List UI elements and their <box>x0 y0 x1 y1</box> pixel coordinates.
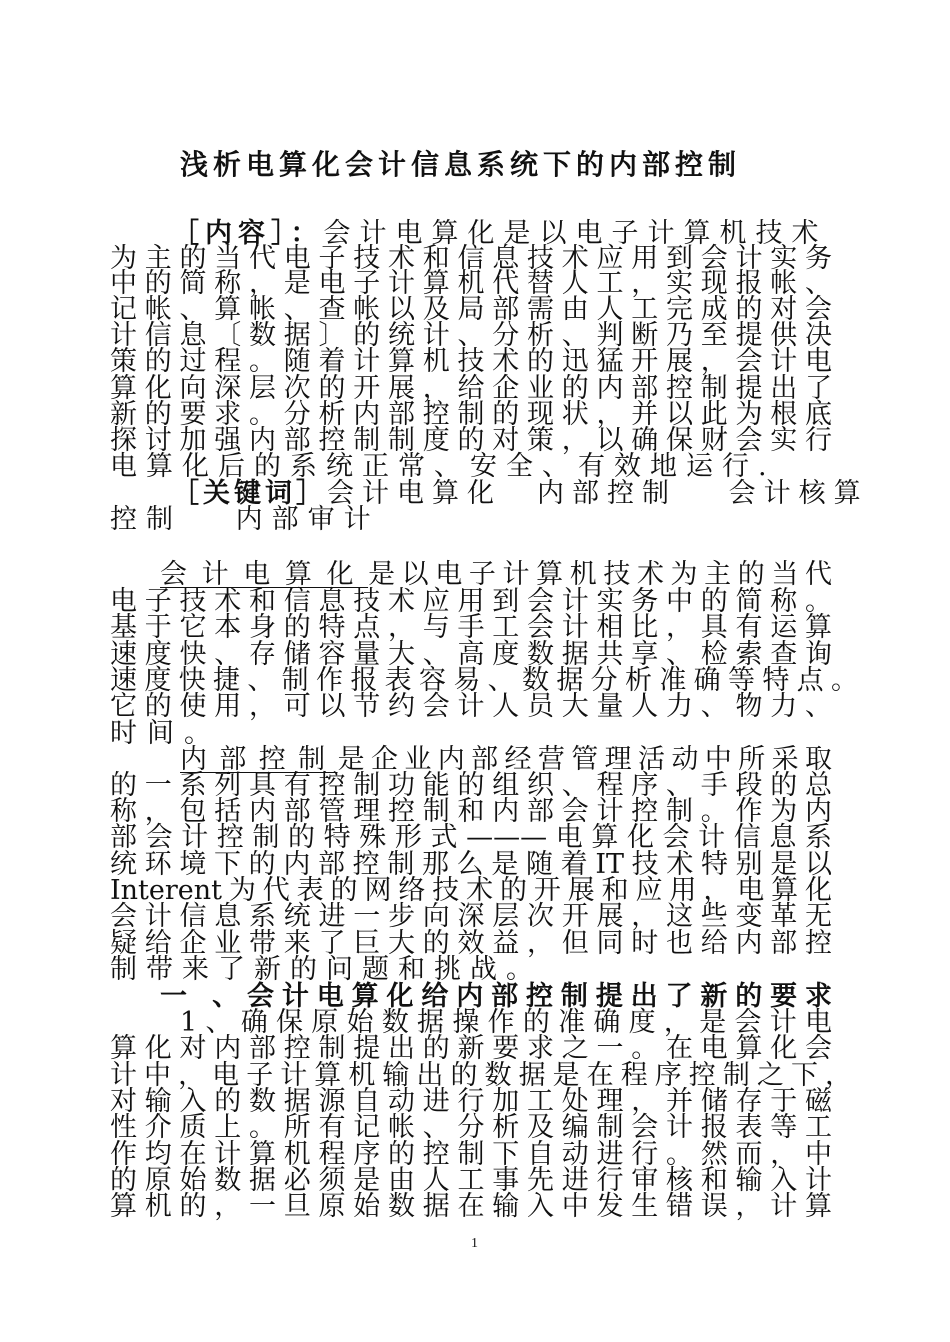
paragraph-line: 速度快、存储容量大、高度数据共享、检索查询 <box>110 639 832 670</box>
paragraph-line: 时间。 <box>110 718 221 749</box>
section-line: 对输入的数据源自动进行加工处理，并储存于磁 <box>110 1086 832 1117</box>
keywords-text: 会计电算化 内部控制 会计核算 <box>327 478 869 509</box>
abstract-line: 中的简称，是电子计算机代替人工，实现报帐、 <box>110 268 832 299</box>
paragraph-line: 电子技术和信息技术应用到会计实务中的简称。 <box>110 586 832 617</box>
paragraph-text: 是企业内部经营管理活动中所采取 <box>337 744 833 775</box>
abstract-line: 记帐、算帐、查帐以及局部需由人工完成的对会 <box>110 294 832 325</box>
section-line: 作均在计算机程序的控制下自动进行。然而，中 <box>110 1139 832 1170</box>
paragraph-line: 部会计控制的特殊形式———电算化会计信息系 <box>110 822 832 853</box>
paragraph-line: 的一系列具有控制功能的组织、程序、手段的总 <box>110 770 832 801</box>
abstract-line: 计信息〔数据〕的统计、分析、判断乃至提供决 <box>110 320 832 351</box>
paragraph-line: 基于它本身的特点，与手工会计相比，具有运算 <box>110 612 832 643</box>
paragraph-line: 制带来了新的问题和挑战。 <box>110 954 542 985</box>
paragraph-line: 疑给企业带来了巨大的效益，但同时也给内部控 <box>110 928 832 959</box>
abstract-line: 算化向深层次的开展，给企业的内部控制提出了 <box>110 373 832 404</box>
paragraph-line: 统环境下的内部控制那么是随着IT技术特别是以 <box>110 849 832 880</box>
paragraph-line: 它的使用，可以节约会计人员大量人力、物力、 <box>110 691 832 722</box>
paragraph-text: 是以电子计算机技术为主的当代 <box>368 559 833 590</box>
abstract-line: 为主的当代电子技术和信息技术应用到会计实务 <box>110 243 832 274</box>
paragraph-line: 速度快捷、制作报表容易、数据分析准确等特点。 <box>110 665 858 696</box>
section-line: 算化对内部控制提出的新要求之一。在电算化会 <box>110 1033 832 1064</box>
section-line: 的原始数据必须是由人工事先进行审核和输入计 <box>110 1165 832 1196</box>
paragraph-line: 称，包括内部管理控制和内部会计控制。作为内 <box>110 796 832 827</box>
abstract-line: 策的过程。随着计算机技术的迅猛开展，会计电 <box>110 346 832 377</box>
abstract-text: 会计电算化是以电子计算机技术 <box>323 218 828 249</box>
section-line: 计中，电子计算机输出的数据是在程序控制之下， <box>110 1060 852 1091</box>
paragraph-line: 会计信息系统进一步向深层次开展，这些变革无 <box>110 901 832 932</box>
paragraph-line: Interent为代表的网络技术的开展和应用，电算化 <box>110 875 832 906</box>
keywords-line: 控制 内部审计 <box>110 504 380 535</box>
page-title: 浅析电算化会计信息系统下的内部控制 <box>180 148 742 181</box>
abstract-line: 电算化后的系统正常、安全、有效地运行. <box>110 451 776 482</box>
section-line: 算机的，一旦原始数据在输入中发生错误，计算 <box>110 1191 832 1222</box>
term-internal-control: 内部控制 <box>180 744 338 775</box>
section-line: 1、确保原始数据操作的准确度，是会计电 <box>180 1007 832 1038</box>
keywords-label: ［关键词］ <box>172 478 327 509</box>
abstract-line: 新的要求。分析内部控制的现状，并以此为根底 <box>110 399 832 430</box>
section-heading: 一 、会计电算化给内部控制提出了新的要求 <box>160 981 832 1012</box>
abstract-line: 探讨加强内部控制制度的对策，以确保财会实行 <box>110 425 832 456</box>
page-number: 1 <box>471 1236 478 1251</box>
term-accounting-computerization: 会计电算化 <box>160 559 369 590</box>
abstract-label: ［内容］： <box>172 218 324 249</box>
section-line: 性介质上。所有记帐、分析及编制会计报表等工 <box>110 1112 832 1143</box>
